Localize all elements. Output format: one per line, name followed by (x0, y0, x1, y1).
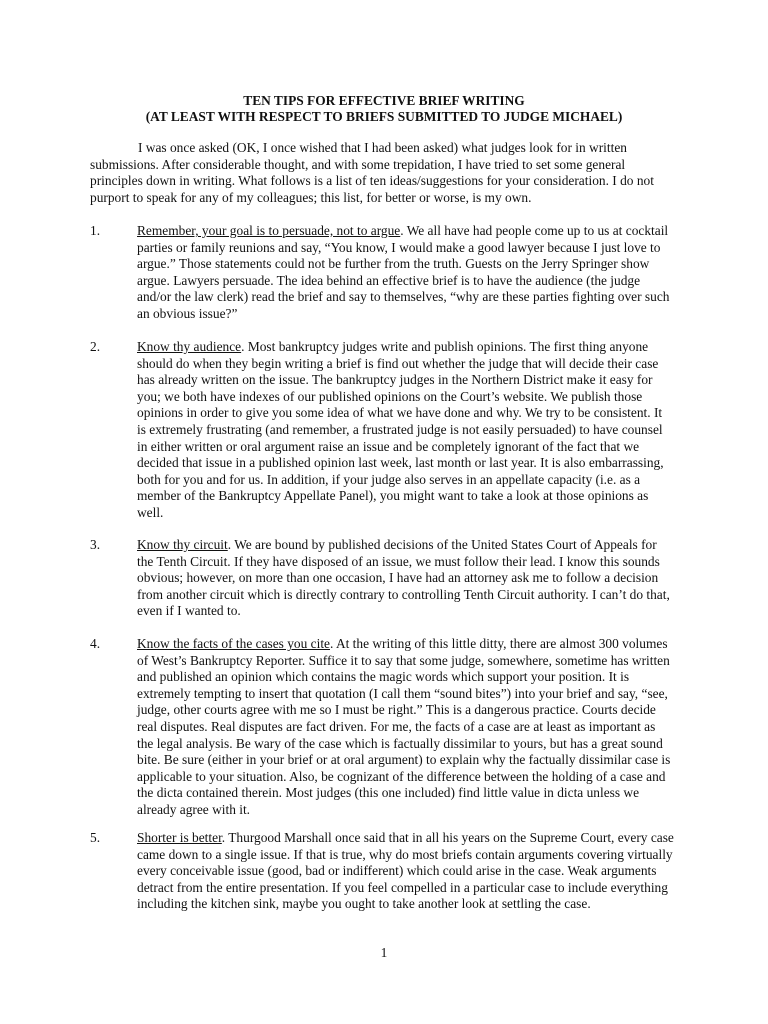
tip-item-1 (90, 223, 674, 323)
tip-number: 2. (90, 339, 101, 354)
tip-text: . We all have had people come up to us at cocktail parties or family reunions and say, “You know, I would make a good lawyer because I just love to argue.” Those statements could not be further from the truth. Guests on the Jerry Springer show argue. Lawyers persuade. The idea behind an effective brief is to have the audience (the judge and/or the law clerk) read the brief and say to themselves, “why are these parties fighting over such an obvious issue?” (137, 223, 670, 321)
tip-heading: Know thy circuit (137, 537, 228, 552)
tip-heading: Know the facts of the cases you cite (137, 636, 330, 651)
tip-text: . We are bound by published decisions of the United States Court of Appeals for the Tenth Circuit. If they have disposed of an issue, we must follow their lead. I know this sounds obvious; however, on more than one occasion, I have had an attorney ask me to follow a decision from another circuit which is directly contrary to controlling Tenth Circuit authority. I can’t do that, even if I wanted to. (137, 537, 670, 619)
page-number: 1 (380, 945, 388, 960)
tip-item-3 (90, 537, 674, 620)
tip-text: . Thurgood Marshall once said that in all his years on the Supreme Court, every case came down to a single issue. If that is true, why do most briefs contain arguments covering virtually every conceivable issue (good, bad or indifferent) which could arise in the case. Weak arguments detract from the entire presentation. If you feel compelled in a particular case to include everything including the kitchen sink, maybe you ought to take another look at settling the case. (137, 830, 674, 912)
document-subtitle: (AT LEAST WITH RESPECT TO BRIEFS SUBMITTED TO JUDGE MICHAEL) (145, 109, 623, 124)
tip-heading: Shorter is better (137, 830, 222, 845)
tip-item-5 (90, 830, 674, 913)
tip-number: 1. (90, 223, 101, 238)
tip-body (137, 223, 674, 323)
tip-body (137, 339, 674, 522)
tip-item-4 (90, 636, 674, 819)
intro-paragraph: I was once asked (OK, I once wished that I had been asked) what judges look for in written submissions. After considerable thought, and with some trepidation, I have tried to set some general principles down in writing. What follows is a list of ten ideas/suggestions for your consideration. I do not purport to speak for any of my colleagues; this list, for better or worse, is my own. (90, 140, 654, 205)
tip-item-2 (90, 339, 674, 522)
tip-heading: Remember, your goal is to persuade, not to argue (137, 223, 401, 238)
tip-number: 3. (90, 537, 101, 552)
tip-text: . At the writing of this little ditty, there are almost 300 volumes of West’s Bankruptcy Reporter. Suffice it to say that some judge, somewhere, sometime has written and published an opinion which contains the magic words which support your position. It is extremely tempting to insert that quotation (I call them “sound bites”) into your brief and say, “see, judge, other courts agree with me so I must be right.” This is a dangerous practice. Courts decide real disputes. Real disputes are fact driven. For me, the facts of a case are at least as important as the legal analysis. Be wary of the case which is factually dissimilar to yours, but has a great sound bite. Be sure (either in your brief or at oral argument) to explain why the factually dissimilar case is applicable to your situation. Also, be cognizant of the difference between the holding of a case and the dicta contained therein. Most judges (this one included) find little value in dicta unless we already agree with it. (137, 636, 671, 817)
tip-text: . Most bankruptcy judges write and publish opinions. The first thing anyone should do when they begin writing a brief is find out whether the judge that will decide their case has already written on the issue. The bankruptcy judges in the Northern District make it easy for you; we both have indexes of our published opinions on the Court’s website. We publish those opinions in order to give you some idea of what we have done and why. We try to be consistent. It is extremely frustrating (and remember, a frustrated judge is not easily persuaded) to have counsel in either written or oral argument raise an issue and be completely ignorant of the fact that we decided that issue in a published opinion last week, last month or last year. It is also embarrassing, both for you and for us. In addition, if your judge also serves in an appellate capacity (i.e. as a member of the Bankruptcy Appellate Panel), you might want to take a look at those opinions as well. (137, 339, 664, 520)
tip-number: 4. (90, 636, 101, 651)
tip-body (137, 636, 674, 819)
document-title: TEN TIPS FOR EFFECTIVE BRIEF WRITING (243, 93, 525, 108)
tip-number: 5. (90, 830, 101, 845)
tip-heading: Know thy audience (137, 339, 242, 354)
tip-body (137, 537, 674, 620)
tip-body (137, 830, 674, 913)
